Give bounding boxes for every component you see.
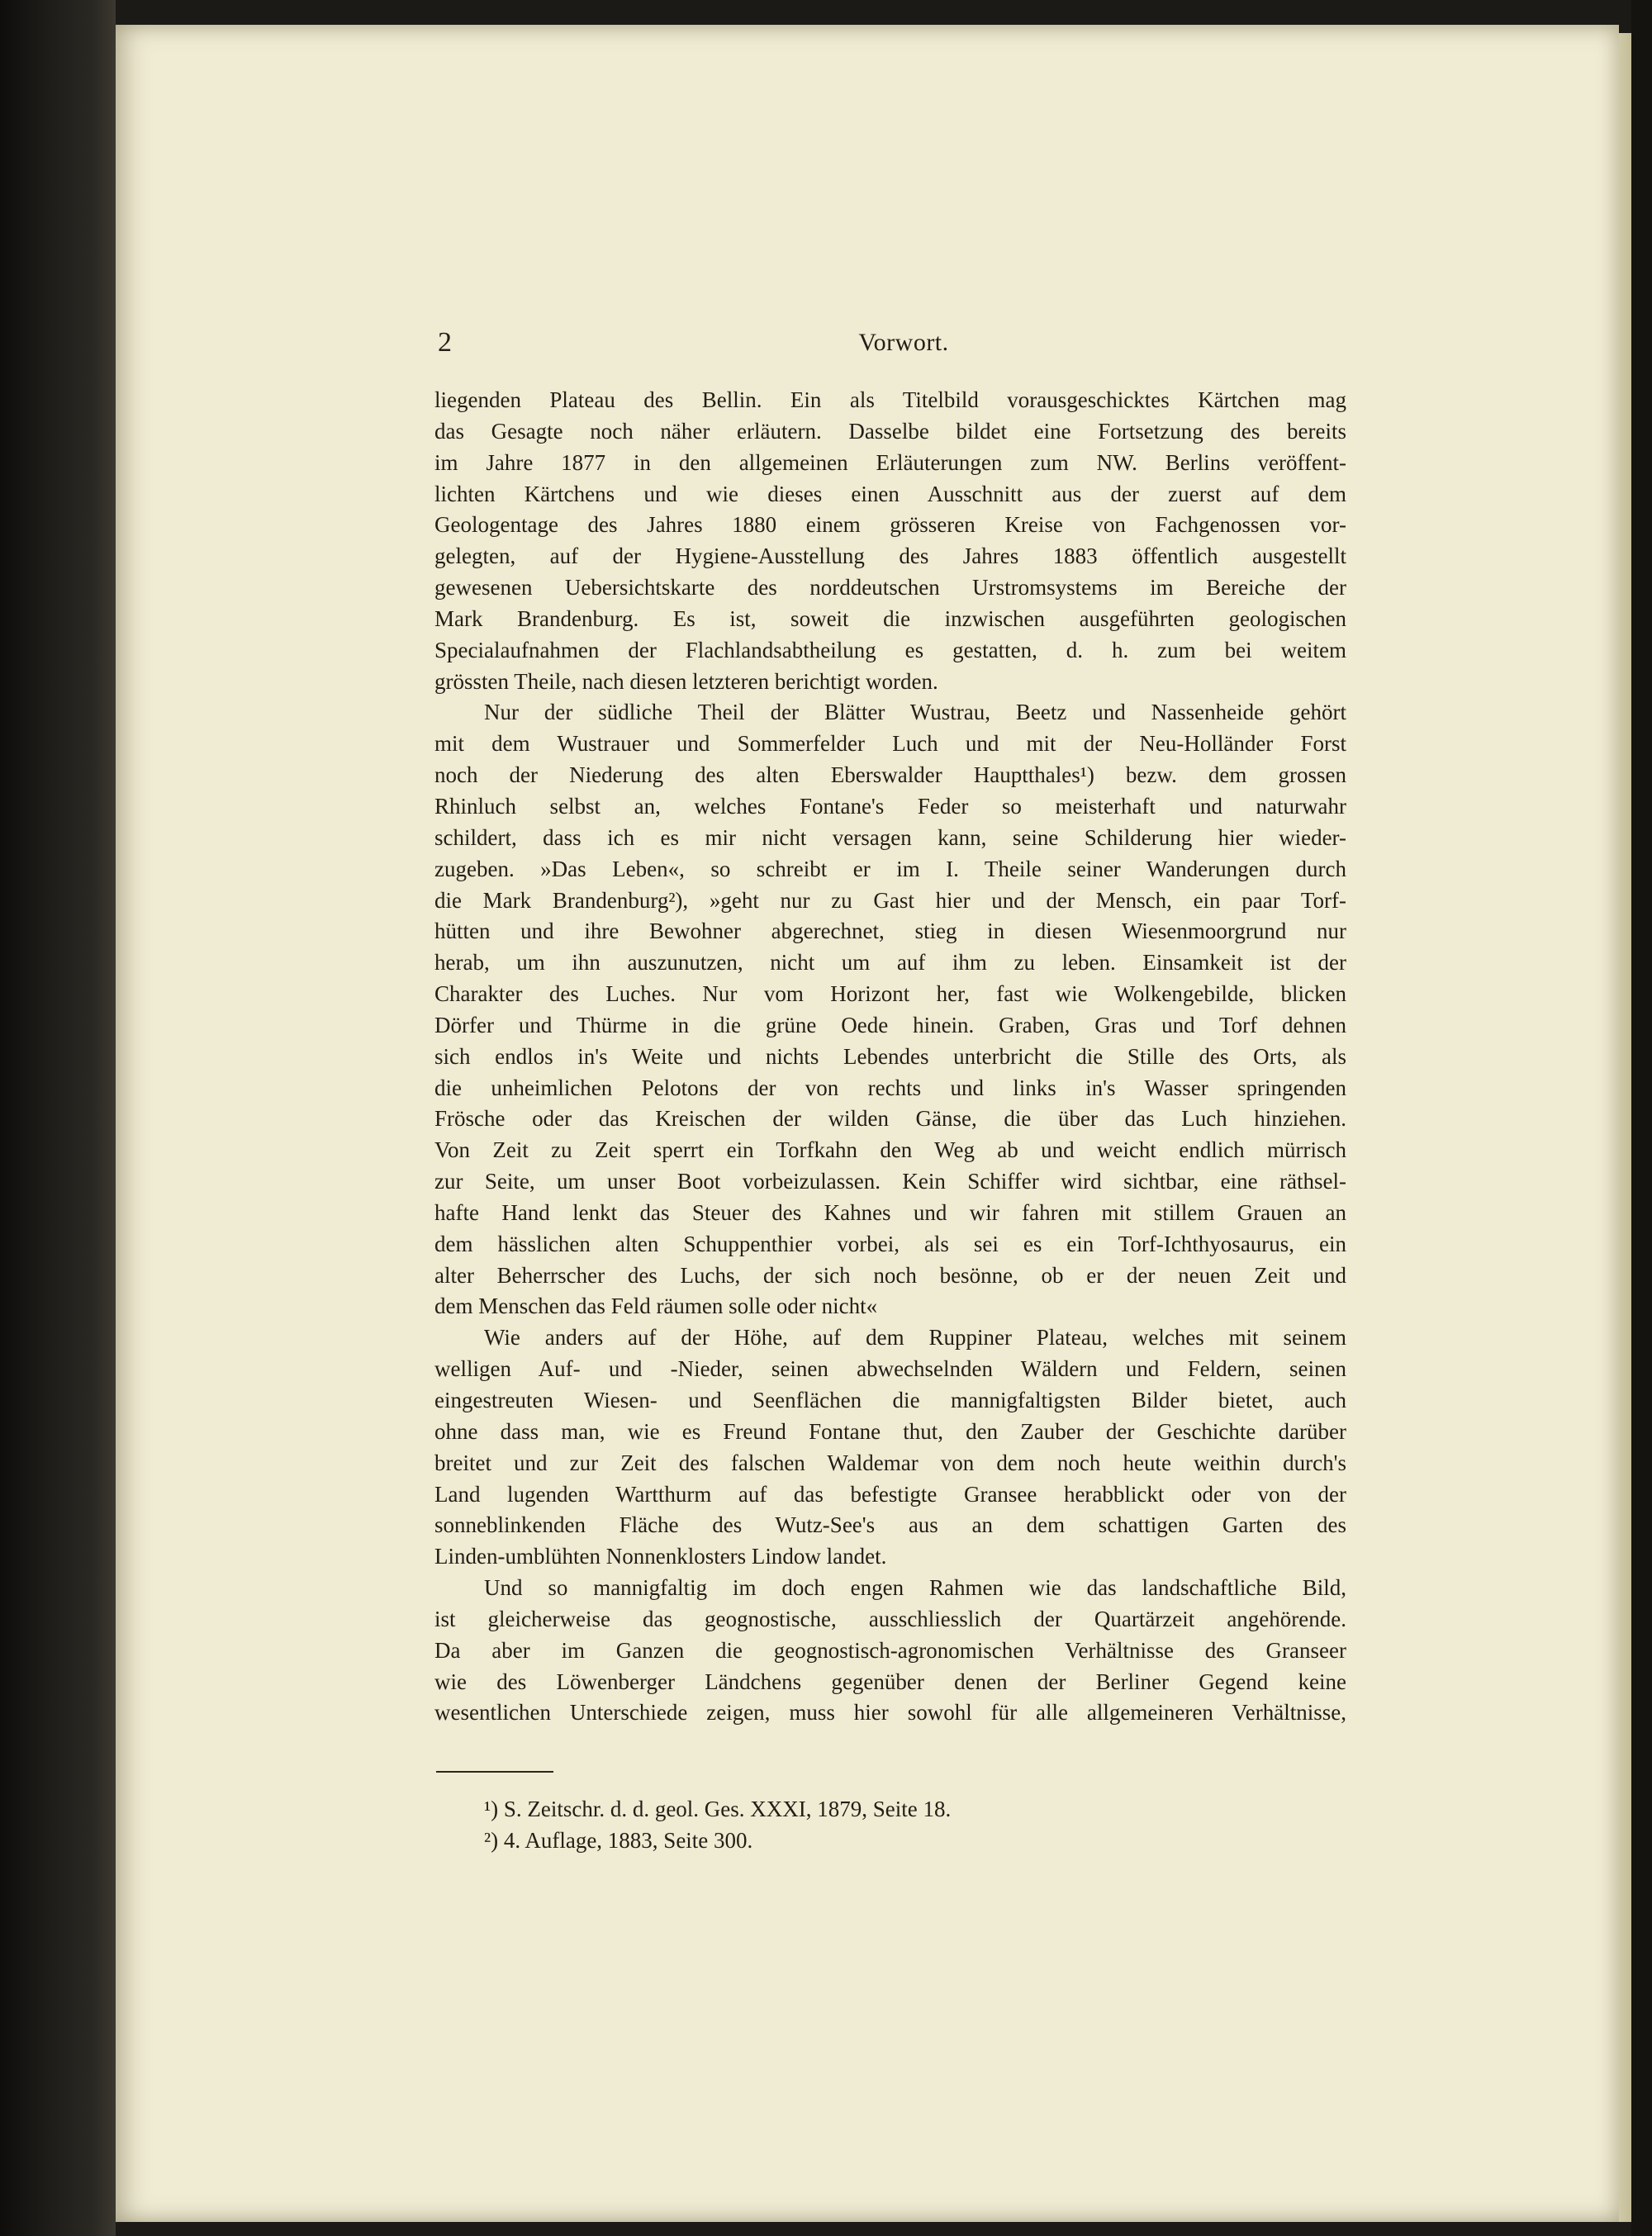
book-binding [0, 0, 116, 2236]
text-line: ohne dass man, wie es Freund Fontane thut, den Zauber der Geschichte darüber [434, 1418, 1346, 1444]
text-line: hafte Hand lenkt das Steuer des Kahnes und wir fahren mit stillem Grauen an [434, 1199, 1346, 1225]
text-line: liegenden Plateau des Bellin. Ein als Titelbild vorausgeschicktes Kärtchen mag [434, 387, 1346, 412]
text-line: die unheimlichen Pelotons der von rechts und links in's Wasser springenden [434, 1075, 1346, 1100]
running-head: Vorwort. [858, 329, 949, 356]
text-line: lichten Kärtchens und wie dieses einen Ausschnitt aus der zuerst auf dem [434, 481, 1346, 506]
text-line: Da aber im Ganzen die geognostisch-agronomischen Verhältnisse des Granseer [434, 1637, 1346, 1663]
footnote: ¹) S. Zeitschr. d. d. geol. Ges. XXXI, 1879, Seite 18. [484, 1797, 952, 1821]
text-line: Nur der südliche Theil der Blätter Wustrau, Beetz und Nassenheide gehört [484, 700, 1346, 725]
footnote-rule [436, 1771, 553, 1773]
text-line: Frösche oder das Kreischen der wilden Gänse, die über das Luch hinziehen. [434, 1106, 1346, 1132]
text-line: hütten und ihre Bewohner abgerechnet, stieg in diesen Wiesenmoorgrund nur [434, 919, 1346, 944]
text-line: im Jahre 1877 in den allgemeinen Erläuterungen zum NW. Berlins veröffent- [434, 449, 1346, 475]
text-line: dem Menschen das Feld räumen solle oder nicht« [434, 1294, 878, 1319]
text-line: sich endlos in's Weite und nichts Lebendes unterbricht die Stille des Orts, als [434, 1043, 1346, 1069]
text-line: noch der Niederung des alten Eberswalder Hauptthales¹) bezw. dem grossen [434, 762, 1346, 788]
text-line: Linden-umblühten Nonnenklosters Lindow landet. [434, 1544, 887, 1569]
text-line: Wie anders auf der Höhe, auf dem Ruppiner Plateau, welches mit seinem [484, 1325, 1346, 1351]
page-number: 2 [438, 327, 452, 358]
text-line: alter Beherrscher des Luchs, der sich noch besönne, ob er der neuen Zeit und [434, 1262, 1346, 1288]
text-line: die Mark Brandenburg²), »geht nur zu Gast hier und der Mensch, ein paar Torf- [434, 887, 1346, 913]
text-line: Specialaufnahmen der Flachlandsabtheilung es gestatten, d. h. zum bei weitem [434, 637, 1346, 662]
text-line: herab, um ihn auszunutzen, nicht um auf ihm zu leben. Einsamkeit ist der [434, 950, 1346, 976]
text-line: breitet und zur Zeit des falschen Waldemar von dem noch heute weithin durch's [434, 1450, 1346, 1475]
text-line: wesentlichen Unterschiede zeigen, muss hier sowohl für alle allgemeineren Verhältnisse, [434, 1700, 1346, 1726]
footnotes [484, 1793, 1227, 1856]
footnote: ²) 4. Auflage, 1883, Seite 300. [484, 1828, 753, 1853]
text-line: grössten Theile, nach diesen letzteren berichtigt worden. [434, 668, 938, 694]
text-line: ist gleicherweise das geognostische, ausschliesslich der Quartärzeit angehörende. [434, 1606, 1346, 1631]
right-margin-shadow [1631, 0, 1652, 2236]
text-line: das Gesagte noch näher erläutern. Dasselbe bildet eine Fortsetzung des bereits [434, 418, 1346, 444]
text-line: gewesenen Uebersichtskarte des norddeutschen Urstromsystems im Bereiche der [434, 575, 1346, 601]
text-line: dem hässlichen alten Schuppenthier vorbei, als sei es ein Torf-Ichthyosaurus, ein [434, 1231, 1346, 1256]
text-line: wie des Löwenberger Ländchens gegenüber denen der Berliner Gegend keine [434, 1669, 1346, 1694]
page-header [438, 324, 1370, 362]
text-line: sonneblinkenden Fläche des Wutz-See's aus an dem schattigen Garten des [434, 1512, 1346, 1538]
text-line: Rhinluch selbst an, welches Fontane's Feder so meisterhaft und naturwahr [434, 793, 1346, 819]
body-text [434, 385, 1346, 1729]
text-line: gelegten, auf der Hygiene-Ausstellung des Jahres 1883 öffentlich ausgestellt [434, 544, 1346, 569]
text-line: zugeben. »Das Leben«, so schreibt er im I. Theile seiner Wanderungen durch [434, 856, 1346, 881]
text-line: Und so mannigfaltig im doch engen Rahmen wie das landschaftliche Bild, [484, 1575, 1346, 1601]
text-line: Von Zeit zu Zeit sperrt ein Torfkahn den Weg ab und weicht endlich mürrisch [434, 1137, 1346, 1163]
text-line: Charakter des Luches. Nur vom Horizont her, fast wie Wolkengebilde, blicken [434, 981, 1346, 1007]
text-line: Mark Brandenburg. Es ist, soweit die inzwischen ausgeführten geologischen [434, 605, 1346, 631]
text-line: eingestreuten Wiesen- und Seenflächen die mannigfaltigsten Bilder bietet, auch [434, 1388, 1346, 1412]
text-line: Geologentage des Jahres 1880 einem grösseren Kreise von Fachgenossen vor- [434, 512, 1346, 538]
text-line: Land lugenden Wartthurm auf das befestigte Gransee herabblickt oder von der [434, 1481, 1346, 1507]
text-line: schildert, dass ich es mir nicht versagen kann, seine Schilderung hier wieder- [434, 824, 1346, 850]
text-line: zur Seite, um unser Boot vorbeizulassen. Kein Schiffer wird sichtbar, eine räthsel- [434, 1169, 1346, 1194]
text-line: mit dem Wustrauer und Sommerfelder Luch und mit der Neu-Holländer Forst [434, 731, 1346, 757]
text-line: welligen Auf- und -Nieder, seinen abwechselnden Wäldern und Feldern, seinen [434, 1356, 1346, 1382]
text-line: Dörfer und Thürme in die grüne Oede hinein. Graben, Gras und Torf dehnen [434, 1012, 1346, 1037]
